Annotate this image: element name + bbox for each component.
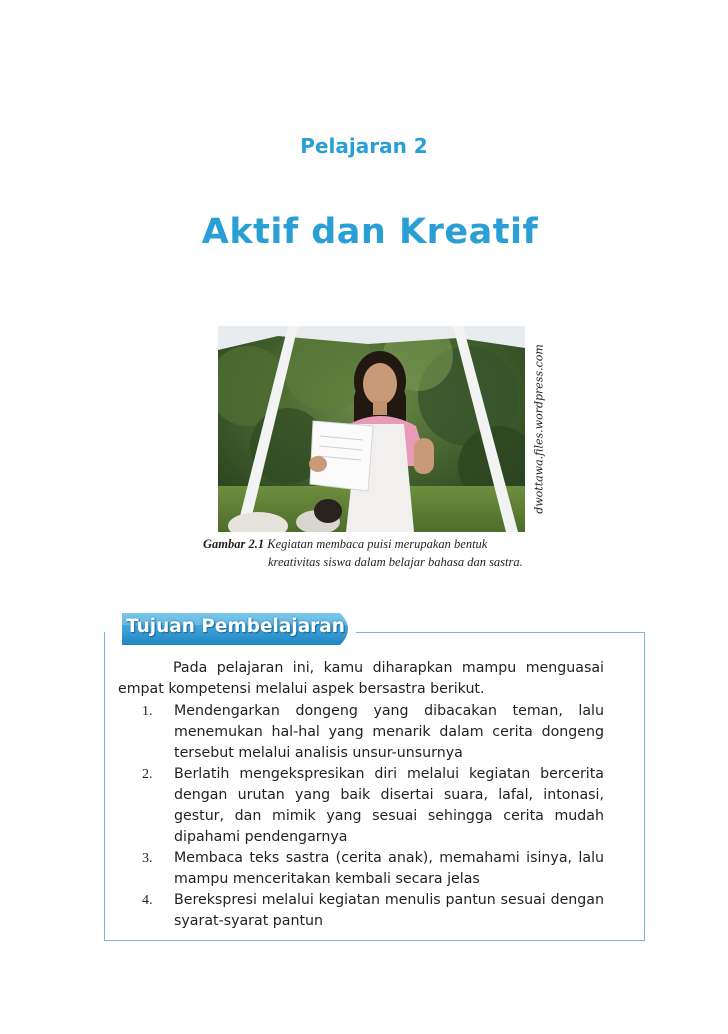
- figure-photo: [218, 326, 525, 532]
- caption-line2: kreativitas siswa dalam belajar bahasa dan sastra.: [268, 555, 523, 569]
- page-title: Aktif dan Kreatif: [201, 212, 539, 252]
- list-item-text: Mendengarkan dongeng yang dibacakan teman, lalu menemukan hal-hal yang menarik dalam cerita dongeng tersebut melalui analisis unsur-unsurnya: [174, 703, 604, 761]
- list-item-text: Berlatih mengekspresikan diri melalui kegiatan bercerita dengan urutan yang baik disertai suara, lafal, intonasi, gestur, dan mimik yang sesuai sehingga cerita mudah dipahami pendengarnya: [174, 766, 604, 845]
- list-item-text: Membaca teks sastra (cerita anak), memahami isinya, lalu mampu menceritakan kembali secara jelas: [174, 850, 604, 887]
- list-item-number: 1.: [142, 704, 153, 719]
- goals-heading: Tujuan Pembelajaran: [126, 616, 345, 637]
- list-item-number: 2.: [142, 767, 153, 782]
- goals-body: [118, 658, 604, 932]
- goals-box-top-border: [356, 632, 644, 633]
- goals-heading-tab: [122, 613, 356, 645]
- caption-line1: Kegiatan membaca puisi merupakan bentuk: [267, 537, 488, 551]
- lesson-label: Pelajaran 2: [300, 134, 428, 158]
- list-item: [118, 848, 604, 890]
- list-item-number: 4.: [142, 893, 153, 908]
- list-item: [118, 701, 604, 764]
- list-item: [118, 890, 604, 932]
- figure-caption: [203, 535, 563, 571]
- list-item: [118, 764, 604, 848]
- photo-credit-text: dwottawa.files.wordpress.com: [532, 344, 546, 514]
- goals-intro: Pada pelajaran ini, kamu diharapkan mampu menguasai empat kompetensi melalui aspek bersastra berikut.: [118, 660, 604, 697]
- photo-credit: [529, 326, 549, 532]
- caption-number: Gambar 2.1: [203, 537, 265, 551]
- list-item-number: 3.: [142, 851, 153, 866]
- list-item-text: Berekspresi melalui kegiatan menulis pantun sesuai dengan syarat-syarat pantun: [174, 892, 604, 929]
